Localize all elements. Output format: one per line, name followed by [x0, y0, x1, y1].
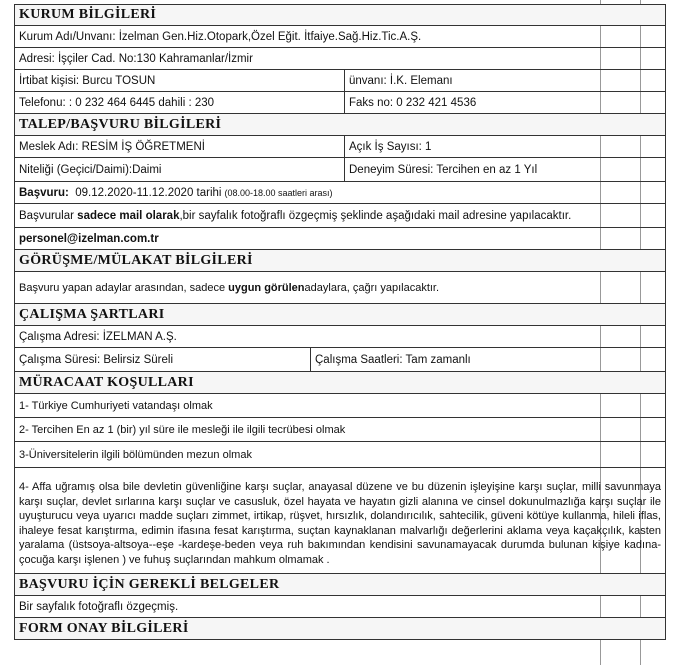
row-basvurular: [14, 204, 666, 228]
basvurular-text-end: ,bir sayfalık fotoğraflı özgeçmiş şeklinde aşağıdaki mail adresine yapılacaktır.: [179, 209, 572, 222]
irtibat-field: İrtibat kişisi: Burcu TOSUN: [15, 70, 345, 91]
basvurular-text: Başvurular: [19, 209, 74, 222]
section-header-calisma: [14, 304, 666, 326]
email-link[interactable]: personel@izelman.com.tr: [19, 232, 159, 245]
row-adres: [14, 48, 666, 70]
row-calisma-adres: [14, 326, 666, 348]
gorusme-text-end: adaylara, çağrı yapılacaktır.: [304, 281, 440, 294]
meslek-field: Meslek Adı: RESİM İŞ ÖĞRETMENİ: [15, 136, 345, 157]
faks-field: Faks no: 0 232 421 4536: [349, 96, 477, 109]
unvan-field: ünvanı: İ.K. Elemanı: [349, 74, 453, 87]
row-kosul-2: [14, 418, 666, 442]
row-calisma-sure: [14, 348, 666, 372]
row-kosul-4: [14, 468, 666, 574]
section-header-kurum: [14, 4, 666, 26]
row-kurum-adi: [14, 26, 666, 48]
niteligi-field: Niteliği (Geçici/Daimi):Daimi: [15, 158, 345, 181]
section-header-talep: [14, 114, 666, 136]
row-gorusme: [14, 272, 666, 304]
basvurular-field: [15, 204, 665, 227]
basvuru-label: Başvuru:: [19, 186, 69, 199]
gorusme-text-start: Başvuru yapan adaylar arasından, sadece: [19, 281, 226, 294]
section-title: ÇALIŞMA ŞARTLARI: [19, 306, 165, 322]
section-header-belgeler: [14, 574, 666, 596]
row-basvuru: [14, 182, 666, 204]
belge-item: Bir sayfalık fotoğraflı özgeçmiş.: [19, 600, 179, 613]
basvuru-saat: (08.00-18.00 saatleri arası): [224, 187, 333, 198]
row-kosul-1: [14, 394, 666, 418]
job-posting-form: [14, 4, 666, 640]
basvurular-emphasis: sadece mail olarak: [77, 209, 180, 222]
section-title: MÜRACAAT KOŞULLARI: [19, 374, 194, 390]
acik-is-field: Açık İş Sayısı: 1: [349, 140, 432, 153]
kurum-adi-field: Kurum Adı/Unvanı: İzelman Gen.Hiz.Otopark,Özel Eğit. İtfaiye.Sağ.Hiz.Tic.A.Ş.: [19, 30, 422, 43]
section-title: KURUM BİLGİLERİ: [19, 7, 157, 22]
section-title: FORM ONAY BİLGİLERİ: [19, 620, 189, 636]
kosul-1: 1- Türkiye Cumhuriyeti vatandaşı olmak: [19, 399, 213, 412]
kosul-4: 4- Affa uğramış olsa bile devletin güvenliğine karşı suçlar, anayasal düzene ve bu düzenin işleyişine karşı suçlar, milli savunmaya karşı suçlar, devlet sırlarına karşı suçlar ve casusluk, özel hayata ve hayatın gizli alanına ve cinsel dokunulmazlığa karşı suçlar ile uyuşturucu veya uyarıcı madde suçları zimmet, irtikap, rüşvet, hırsızlık, dolandırıcılık, sahtecilik, güveni kötüye kullanma, hileli iflas, ihaleye fesat karıştırma, edimin ifasına fesat karıştırma, suçtan kaynaklanan malvarlığı değerlerini aklama veya kaçakçılık, kasten yaralama (üstsoya-altsoya--eşe -kardeşe-beden veya ruh bakımından kendisini savunamayacak durumda bulunan kişiye kadına- çocuğa karşı işlenen ) ve fuhuş suçlarından mahkum olmamak .: [19, 481, 661, 566]
telefon-field: Telefonu: : 0 232 464 6445 dahili : 230: [15, 92, 345, 113]
section-title: BAŞVURU İÇİN GEREKLİ BELGELER: [19, 576, 280, 592]
row-irtibat: [14, 70, 666, 92]
kosul-3: 3-Üniversitelerin ilgili bölümünden mezun olmak: [19, 448, 252, 461]
row-niteligi: [14, 158, 666, 182]
basvuru-field: [15, 182, 665, 203]
calisma-saat-field: Çalışma Saatleri: Tam zamanlı: [315, 353, 471, 366]
section-header-onay: [14, 618, 666, 640]
row-meslek: [14, 136, 666, 158]
deneyim-field: Deneyim Süresi: Tercihen en az 1 Yıl: [349, 163, 538, 176]
section-header-gorusme: [14, 250, 666, 272]
row-belge-1: [14, 596, 666, 618]
row-email: [14, 228, 666, 250]
basvuru-tarih: 09.12.2020-11.12.2020 tarihi: [75, 186, 222, 199]
calisma-sure-field: Çalışma Süresi: Belirsiz Süreli: [15, 348, 311, 371]
row-telefon: [14, 92, 666, 114]
kosul-2: 2- Tercihen En az 1 (bir) yıl süre ile mesleği ile ilgili tecrübesi olmak: [19, 423, 346, 436]
section-header-muracaat: [14, 372, 666, 394]
section-title: TALEP/BAŞVURU BİLGİLERİ: [19, 116, 222, 132]
gorusme-emphasis: uygun görülen: [228, 281, 305, 294]
adres-field: Adresi: İşçiler Cad. No:130 Kahramanlar/İzmir: [19, 52, 253, 65]
gorusme-text: [15, 272, 665, 303]
row-kosul-3: [14, 442, 666, 468]
calisma-adres-field: Çalışma Adresi: İZELMAN A.Ş.: [19, 330, 177, 343]
section-title: GÖRÜŞME/MÜLAKAT BİLGİLERİ: [19, 252, 253, 268]
